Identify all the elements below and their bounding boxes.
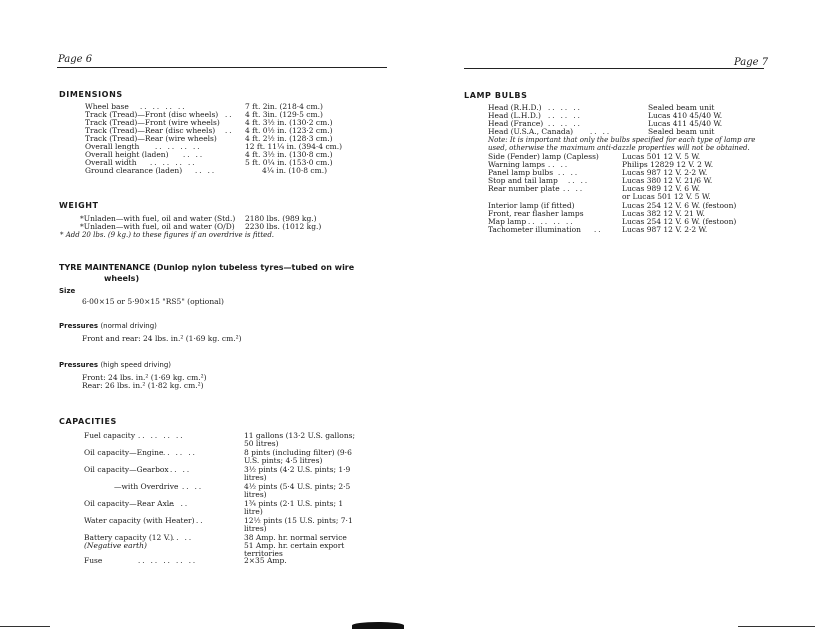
bulb-label: Head (U.S.A., Canada) [488, 127, 574, 136]
page-number: Page 6 [58, 54, 93, 65]
binding-ornament [352, 622, 404, 629]
page-edge [738, 626, 815, 627]
cap-label: Fuse [84, 556, 103, 565]
bulb-value: Lucas 254 12 V. 6 W. (festoon) [622, 217, 737, 226]
bulb-value: Lucas 989 12 V. 6 W. [622, 184, 701, 193]
dim-value: 7 ft. 2in. (218·4 cm.) [245, 102, 323, 111]
size-label: Size [59, 287, 76, 295]
bulb-label: Map lamp [488, 217, 527, 226]
dim-value: 5 ft. 0¼ in. (153·0 cm.) [245, 158, 333, 167]
page-edge [0, 626, 50, 627]
tyre-heading [59, 263, 354, 272]
dim-label: Overall length [85, 142, 140, 151]
header-rule [57, 67, 387, 68]
pressures-sub: (high speed driving) [100, 361, 172, 369]
bulb-value: Sealed beam unit [648, 103, 715, 112]
bulb-value: Lucas 987 12 V. 2·2 W. [622, 225, 708, 234]
right-page: Page 7 LAMP BULBS Head (R.H.D.) .. .. .. Sealed beam unit Head (L.H.D.) .. .. .. Lucas 410 45/40 W. Head (France) .. .. .. Lucas 411 45/40 W. Head (U.S.A., Canada) .. .. Sealed beam unit Note: It is important that only the bulbs specified for each type of lamp are used, otherwise the maximum anti-dazzle properties will not be obtained. Side (Fender) lamp (Capless) Lucas 501 12 V. 5 W. Warning lamps .. .. Philips 12829 12 V. 2 W. Panel lamp bulbs .. .. Lucas 987 12 V. 2·2 W. Stop and tail lamp .. .. Lucas 380 12 V. 21/6 W. Rear number plate .. .. Lucas 989 12 V. 6 W. or Lucas 501 12 V. 5 W. Interior lamp (if fitted) Lucas 254 12 V. 6 W. (festoon) Front, rear flasher lamps Lucas 382 12 V. 21 W. Map lamp .. .. .. .. Lucas 254 12 V. 6 W. (festoon) Tachometer illumination .. Lucas 987 12 V. 2·2 W. [408, 0, 815, 629]
cap-value: 12½ pints (15 U.S. pints; 7·1 litres) [244, 516, 353, 533]
dim-value: 4 ft. 3½ in. (130·2 cm.) [245, 118, 333, 127]
pressures-normal-heading [59, 322, 157, 330]
dim-label: Track (Tread)—Front (disc wheels) [85, 110, 219, 119]
bulb-label: Front, rear flasher lamps [488, 209, 584, 218]
weight-heading: WEIGHT [59, 201, 99, 210]
bulb-value: or Lucas 501 12 V. 5 W. [622, 192, 711, 201]
bulb-value: Philips 12829 12 V. 2 W. [622, 160, 714, 169]
pressures-label: Pressures [59, 322, 99, 330]
weight-note: * Add 20 lbs. (9 kg.) to these figures if an overdrive is fitted. [60, 231, 275, 239]
pressures-high-front: Front: 24 lbs. in.² (1·69 kg. cm.²) [82, 373, 207, 382]
bulb-value: Lucas 382 12 V. 21 W. [622, 209, 705, 218]
weight-value: 2230 lbs. (1012 kg.) [245, 222, 322, 231]
left-page: Page 6 DIMENSIONS Wheel base .. .. .. .. 7 ft. 2in. (218·4 cm.) Track (Tread)—Front (disc wheels) .. 4 ft. 3in. (129·5 cm.) Track (Tread)—Front (wire wheels) 4 ft. 3½ in. (130·2 cm.) Track (Tread)—Rear (disc wheels) .. 4 ft. 0½ in. (123·2 cm.) Track (Tread)—Rear (wire wheels) 4 ft. 2½ in. (128·3 cm.) Overall length .. .. .. .. 12 ft. 11¼ in. (394·4 cm.) Overall height (laden) .. .. 4 ft. 3½ in. (130·8 cm.) Overall width .. .. .. .. 5 ft. 0¼ in. (153·0 cm.) Ground clearance (laden) .. .. 4¼ in. (10·8 cm.) WEIGHT *Unladen—with fuel, oil and water (Std.) 2180 lbs. (989 kg.) *Unladen—with fuel, oil and water (O/D) 2230 lbs. (1012 kg.) * Add 20 lbs. (9 kg.) to these figures if an overdrive is fitted. TYRE MAINTENANCE (Dunlop nylon tubeless tyres—tubed on wire wheels) Size 6·00×15 or 5·90×15 "RS5" (optional) Pressures (normal driving) Front and rear: 24 lbs. in.² (1·69 kg. cm.²) Pressures (high speed driving) Front: 24 lbs. in.² (1·69 kg. cm.²) Rear: 26 lbs. in.² (1·82 kg. cm.²) CAPACITIES Fuel capacity .. .. .. .. 11 gallons (13·2 U.S. gallons; 50 litres) Oil capacity—Engine .. .. .. 8 pints (including filter) (9·6 U.S. pints; 4·5 litres) Oil capacity—Gearbox .. .. 3½ pints (4·2 U.S. pints; 1·9 litres) —with Overdrive .. .. 4½ pints (5·4 U.S. pints; 2·5 litres) Oil capacity—Rear Axle .. .. 1¾ pints (2·1 U.S. pints; 1 litre) Water capacity (with Heater) .. 12½ pints (15 U.S. pints; 7·1 litres) Battery capacity (12 V.) (Negative earth) .. .. 38 Amp. hr. normal service 51 Amp. hr. certain export territories Fuse .. .. .. .. .. 2×35 Amp. [0, 0, 408, 629]
tyre-heading-subtitle-cont: wheels) [104, 274, 140, 283]
bulb-label: Warning lamps [488, 160, 545, 169]
bulb-value: Lucas 501 12 V. 5 W. [622, 152, 701, 161]
cap-label: Fuel capacity [84, 431, 136, 440]
cap-value: 11 gallons (13·2 U.S. gallons; 50 litres) [244, 431, 356, 448]
tyre-heading-subtitle: (Dunlop nylon tubeless tyres—tubed on wire [153, 263, 355, 272]
weight-label: *Unladen—with fuel, oil and water (Std.) [80, 214, 236, 223]
bulb-label: Head (France) [488, 119, 544, 128]
page-number: Page 7 [734, 57, 769, 68]
dim-label: Track (Tread)—Rear (wire wheels) [85, 134, 217, 143]
cap-label: Battery capacity (12 V.) [84, 533, 174, 542]
pressures-high-heading [59, 361, 171, 369]
pressures-normal-text: Front and rear: 24 lbs. in.² (1·69 kg. cm.²) [82, 334, 242, 343]
bulb-label: Panel lamp bulbs [488, 168, 554, 177]
dim-label: Overall height (laden) [85, 150, 169, 159]
bulb-note: used, otherwise the maximum anti-dazzle properties will not be obtained. [488, 144, 750, 152]
bulb-label: Stop and tail lamp [488, 176, 558, 185]
cap-value: 38 Amp. hr. normal service 51 Amp. hr. certain export territories [244, 533, 347, 558]
dim-value: 4 ft. 3in. (129·5 cm.) [245, 110, 323, 119]
bulb-value: Lucas 410 45/40 W. [648, 111, 723, 120]
cap-label: —with Overdrive [114, 482, 179, 491]
bulb-value: Sealed beam unit [648, 127, 715, 136]
cap-label: Oil capacity—Engine [84, 448, 164, 457]
bulb-value: Lucas 411 45/40 W. [648, 119, 723, 128]
dim-value: 4 ft. 0½ in. (123·2 cm.) [245, 126, 333, 135]
weight-label: *Unladen—with fuel, oil and water (O/D) [80, 222, 235, 231]
weight-value: 2180 lbs. (989 kg.) [245, 214, 317, 223]
dim-label: Ground clearance (laden) [85, 166, 183, 175]
tyre-heading-title: TYRE MAINTENANCE [59, 263, 151, 272]
pressures-high-rear: Rear: 26 lbs. in.² (1·82 kg. cm.²) [82, 381, 204, 390]
cap-value: 4½ pints (5·4 U.S. pints; 2·5 litres) [244, 482, 351, 499]
bulb-note: Note: It is important that only the bulbs specified for each type of lamp are [488, 136, 756, 144]
pressures-label: Pressures [59, 361, 99, 369]
cap-value: 3½ pints (4·2 U.S. pints; 1·9 litres) [244, 465, 351, 482]
bulb-label: Rear number plate [488, 184, 560, 193]
dim-value: 4¼ in. (10·8 cm.) [262, 166, 328, 175]
cap-value: 1¾ pints (2·1 U.S. pints; 1 litre) [244, 499, 344, 516]
bulb-value: Lucas 254 12 V. 6 W. (festoon) [622, 201, 737, 210]
header-rule [464, 68, 764, 69]
capacities-heading: CAPACITIES [59, 417, 117, 426]
dim-label: Track (Tread)—Rear (disc wheels) [85, 126, 216, 135]
cap-value: 2×35 Amp. [244, 556, 287, 565]
size-text: 6·00×15 or 5·90×15 "RS5" (optional) [82, 297, 224, 306]
bulb-value: Lucas 987 12 V. 2·2 W. [622, 168, 708, 177]
dim-label: Overall width [85, 158, 137, 167]
dim-label: Track (Tread)—Front (wire wheels) [85, 118, 220, 127]
bulb-label: Head (L.H.D.) [488, 111, 541, 120]
dimensions-heading: DIMENSIONS [59, 90, 123, 99]
dim-value: 4 ft. 2½ in. (128·3 cm.) [245, 134, 333, 143]
bulb-label: Head (R.H.D.) [488, 103, 542, 112]
bulb-label: Side (Fender) lamp (Capless) [488, 152, 599, 161]
lamp-bulbs-heading: LAMP BULBS [464, 91, 528, 100]
bulb-label: Tachometer illumination [488, 225, 582, 234]
cap-label-note: (Negative earth) [84, 541, 147, 550]
dim-label: Wheel base [85, 102, 129, 111]
cap-value: 8 pints (including filter) (9·6 U.S. pints; 4·5 litres) [244, 448, 352, 465]
pressures-sub: (normal driving) [100, 322, 157, 330]
bulb-label: Interior lamp (if fitted) [488, 201, 575, 210]
cap-label: Oil capacity—Gearbox [84, 465, 169, 474]
cap-label: Water capacity (with Heater) [84, 516, 195, 525]
cap-label: Oil capacity—Rear Axle [84, 499, 174, 508]
dim-value: 4 ft. 3½ in. (130·8 cm.) [245, 150, 333, 159]
bulb-value: Lucas 380 12 V. 21/6 W. [622, 176, 713, 185]
dim-value: 12 ft. 11¼ in. (394·4 cm.) [245, 142, 343, 151]
